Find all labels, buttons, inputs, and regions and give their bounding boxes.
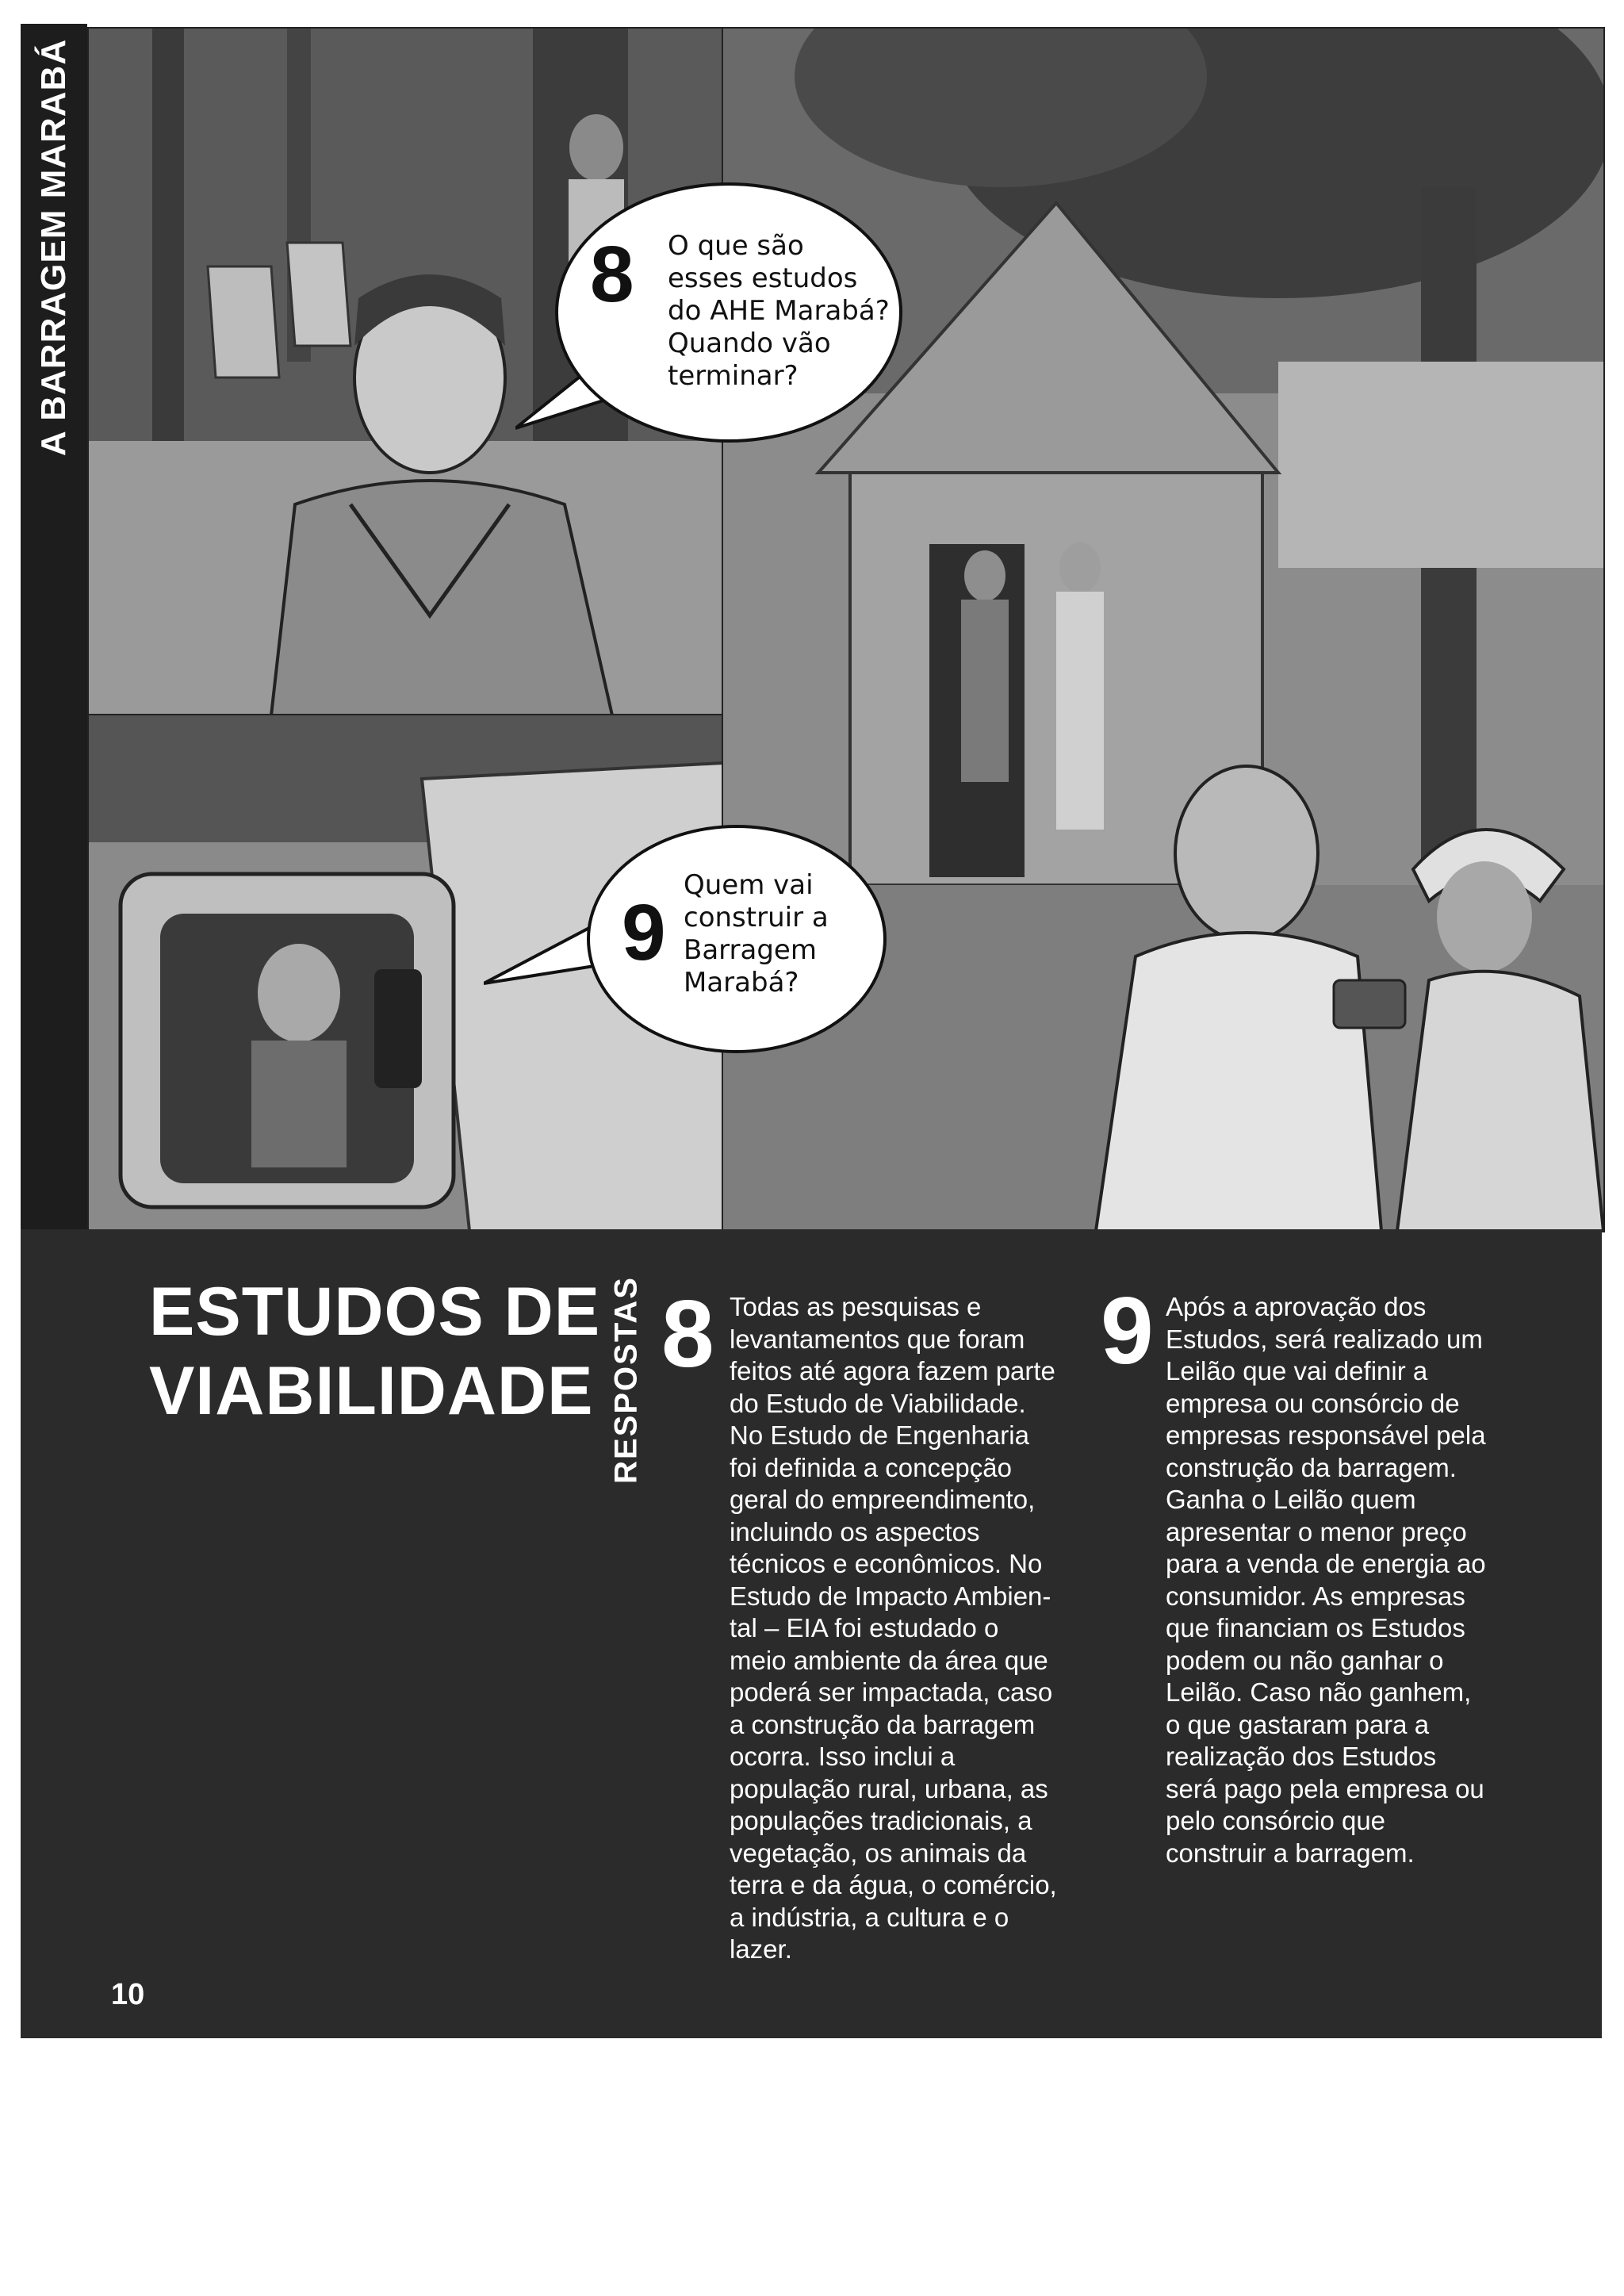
- bubble-8-line: esses estudos: [668, 263, 858, 294]
- bubble-9-line: Barragem: [684, 934, 817, 966]
- answer-9-line: Estudos, será realizado um: [1166, 1324, 1483, 1354]
- answer-9-line: construir a barragem.: [1166, 1838, 1415, 1868]
- answer-9-line: Ganha o Leilão quem: [1166, 1485, 1416, 1514]
- answer-8-line: ocorra. Isso inclui a: [730, 1742, 956, 1771]
- bubble-8-line: O que são: [668, 230, 804, 262]
- answer-9-line: será pago pela empresa ou: [1166, 1773, 1484, 1803]
- answer-9-number: 9: [1101, 1278, 1154, 1384]
- answer-9-line: Leilão. Caso não ganhem,: [1166, 1677, 1472, 1707]
- answer-8-line: lazer.: [730, 1934, 792, 1964]
- panel-hut-scene-illustration: [723, 29, 1603, 1231]
- answer-8-number: 8: [661, 1281, 714, 1387]
- bubble-8-line: Quando vão: [668, 328, 831, 359]
- speech-bubble-9: [587, 825, 887, 1053]
- answer-8-line: poderá ser impactada, caso: [730, 1677, 1053, 1707]
- bubble-8-line: do AHE Marabá?: [668, 295, 890, 327]
- answer-9-line: realização dos Estudos: [1166, 1742, 1437, 1771]
- answer-9-line: consumidor. As empresas: [1166, 1581, 1465, 1611]
- answer-8-line: populações tradicionais, a: [730, 1806, 1032, 1835]
- respostas-label: RESPOSTAS: [608, 1276, 644, 1484]
- answer-9-line: o que gastaram para a: [1166, 1709, 1430, 1739]
- answer-8-line: meio ambiente da área que: [730, 1645, 1048, 1675]
- answer-8-line: feitos até agora fazem parte: [730, 1356, 1055, 1386]
- answer-8-line: a construção da barragem: [730, 1709, 1036, 1739]
- answer-8-line: população rural, urbana, as: [730, 1773, 1048, 1803]
- answer-8-line: incluindo os aspectos: [730, 1516, 980, 1547]
- speech-bubble-8: [555, 182, 902, 443]
- answer-9-line: que financiam os Estudos: [1166, 1613, 1465, 1642]
- panel-hut-scene: [722, 27, 1605, 1232]
- answer-8-line: terra e da água, o comércio,: [730, 1870, 1057, 1899]
- answer-8-line: foi definida a concepção: [730, 1452, 1012, 1482]
- answer-8-line: vegetação, os animais da: [730, 1838, 1027, 1868]
- section-heading-line: VIABILIDADE: [149, 1353, 594, 1429]
- answer-9-line: empresa ou consórcio de: [1166, 1388, 1460, 1418]
- section-heading-line: ESTUDOS DE: [149, 1274, 601, 1350]
- bubble-9-text: [684, 869, 829, 999]
- bubble-9-number: 9: [622, 888, 666, 977]
- answer-9-line: empresas responsável pela: [1166, 1420, 1486, 1450]
- bubble-8-number: 8: [590, 230, 634, 319]
- answer-9-line: pelo consórcio que: [1166, 1806, 1386, 1835]
- bubble-8-line: terminar?: [668, 360, 799, 392]
- side-tab-label: A BARRAGEM MARABÁ: [34, 38, 73, 457]
- side-tab: [21, 24, 87, 1229]
- answer-9-line: podem ou não ganhar o: [1166, 1645, 1444, 1675]
- answer-8-line: levantamentos que foram: [730, 1324, 1025, 1354]
- answer-8-line: técnicos e econômicos. No: [730, 1549, 1043, 1578]
- answer-9-line: para a venda de energia ao: [1166, 1549, 1486, 1578]
- answer-9-line: Após a aprovação dos: [1166, 1292, 1427, 1321]
- answer-8-line: tal – EIA foi estudado o: [730, 1613, 999, 1642]
- answer-9-line: apresentar o menor preço: [1166, 1516, 1467, 1547]
- answer-8-line: a indústria, a cultura e o: [730, 1902, 1009, 1932]
- answer-9-text: [1166, 1291, 1486, 1869]
- answer-8-line: do Estudo de Viabilidade.: [730, 1388, 1026, 1418]
- answer-8-line: No Estudo de Engenharia: [730, 1420, 1029, 1450]
- bubble-9-line: construir a: [684, 902, 829, 933]
- answer-9-line: construção da barragem.: [1166, 1452, 1457, 1482]
- bubble-9-line: Quem vai: [684, 869, 814, 901]
- answer-8-line: geral do empreendimento,: [730, 1485, 1036, 1514]
- answer-9-line: Leilão que vai definir a: [1166, 1356, 1428, 1386]
- answer-8-text: [730, 1291, 1057, 1966]
- answer-8-line: Todas as pesquisas e: [730, 1292, 982, 1321]
- answer-8-line: Estudo de Impacto Ambien-: [730, 1581, 1051, 1611]
- bubble-9-line: Marabá?: [684, 967, 799, 999]
- bubble-8-text: [668, 230, 890, 393]
- page-number: 10: [111, 1978, 145, 2011]
- section-heading: [149, 1272, 600, 1431]
